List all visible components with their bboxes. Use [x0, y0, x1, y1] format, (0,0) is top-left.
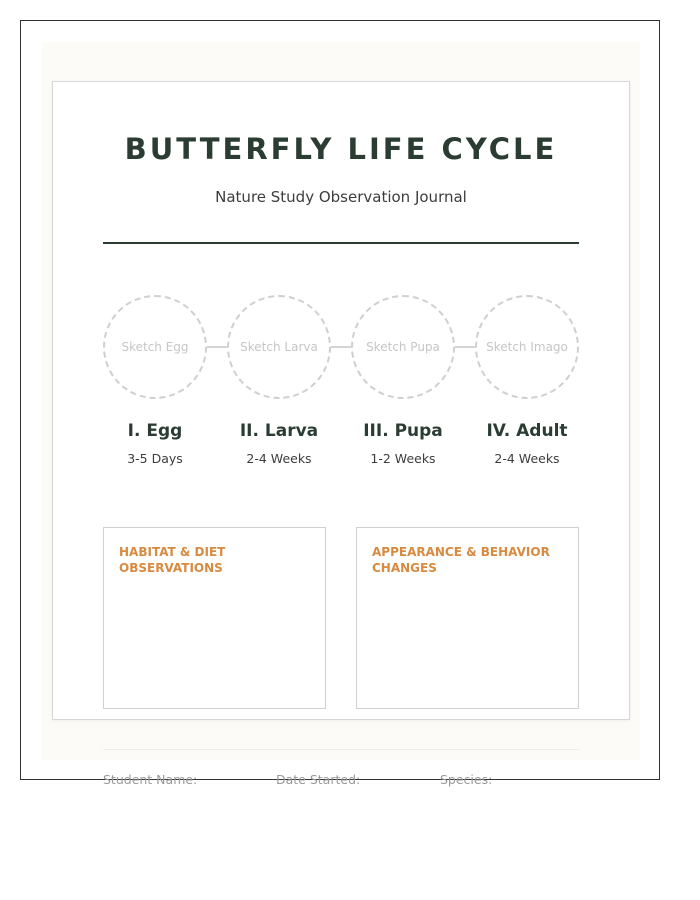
appearance-observation-box[interactable] — [356, 527, 579, 709]
sketch-label-larva: Sketch Larva — [240, 340, 318, 354]
stage-name-pupa: III. Pupa — [363, 421, 443, 441]
stage-duration-pupa: 1-2 Weeks — [370, 451, 436, 466]
sketch-label-pupa: Sketch Pupa — [366, 340, 440, 354]
stage-name-adult: IV. Adult — [486, 421, 568, 441]
habitat-observation-box[interactable] — [103, 527, 326, 709]
sketch-circle-pupa[interactable] — [351, 295, 455, 399]
sketch-circle-imago[interactable] — [475, 295, 579, 399]
species-field: Species: — [440, 772, 493, 787]
page-subtitle: Nature Study Observation Journal — [215, 188, 467, 206]
title-divider — [103, 242, 579, 244]
sketch-circle-larva[interactable] — [227, 295, 331, 399]
page-title: BUTTERFLY LIFE CYCLE — [124, 132, 558, 166]
stage-name-larva: II. Larva — [239, 421, 319, 441]
sketch-label-egg: Sketch Egg — [121, 340, 189, 354]
sketch-label-imago: Sketch Imago — [486, 340, 568, 354]
appearance-observation-label: APPEARANCE & BEHAVIOR CHANGES — [372, 545, 550, 575]
footer-divider — [103, 749, 579, 750]
sketch-circle-egg[interactable] — [103, 295, 207, 399]
stage-duration-larva: 2-4 Weeks — [246, 451, 312, 466]
habitat-observation-label: HABITAT & DIET OBSERVATIONS — [119, 545, 226, 575]
stage-duration-adult: 2-4 Weeks — [494, 451, 560, 466]
date-started-field: Date Started: — [276, 772, 361, 787]
stage-name-egg: I. Egg — [127, 421, 183, 441]
student-name-field: Student Name: — [103, 772, 198, 787]
stage-duration-egg: 3-5 Days — [127, 451, 183, 466]
